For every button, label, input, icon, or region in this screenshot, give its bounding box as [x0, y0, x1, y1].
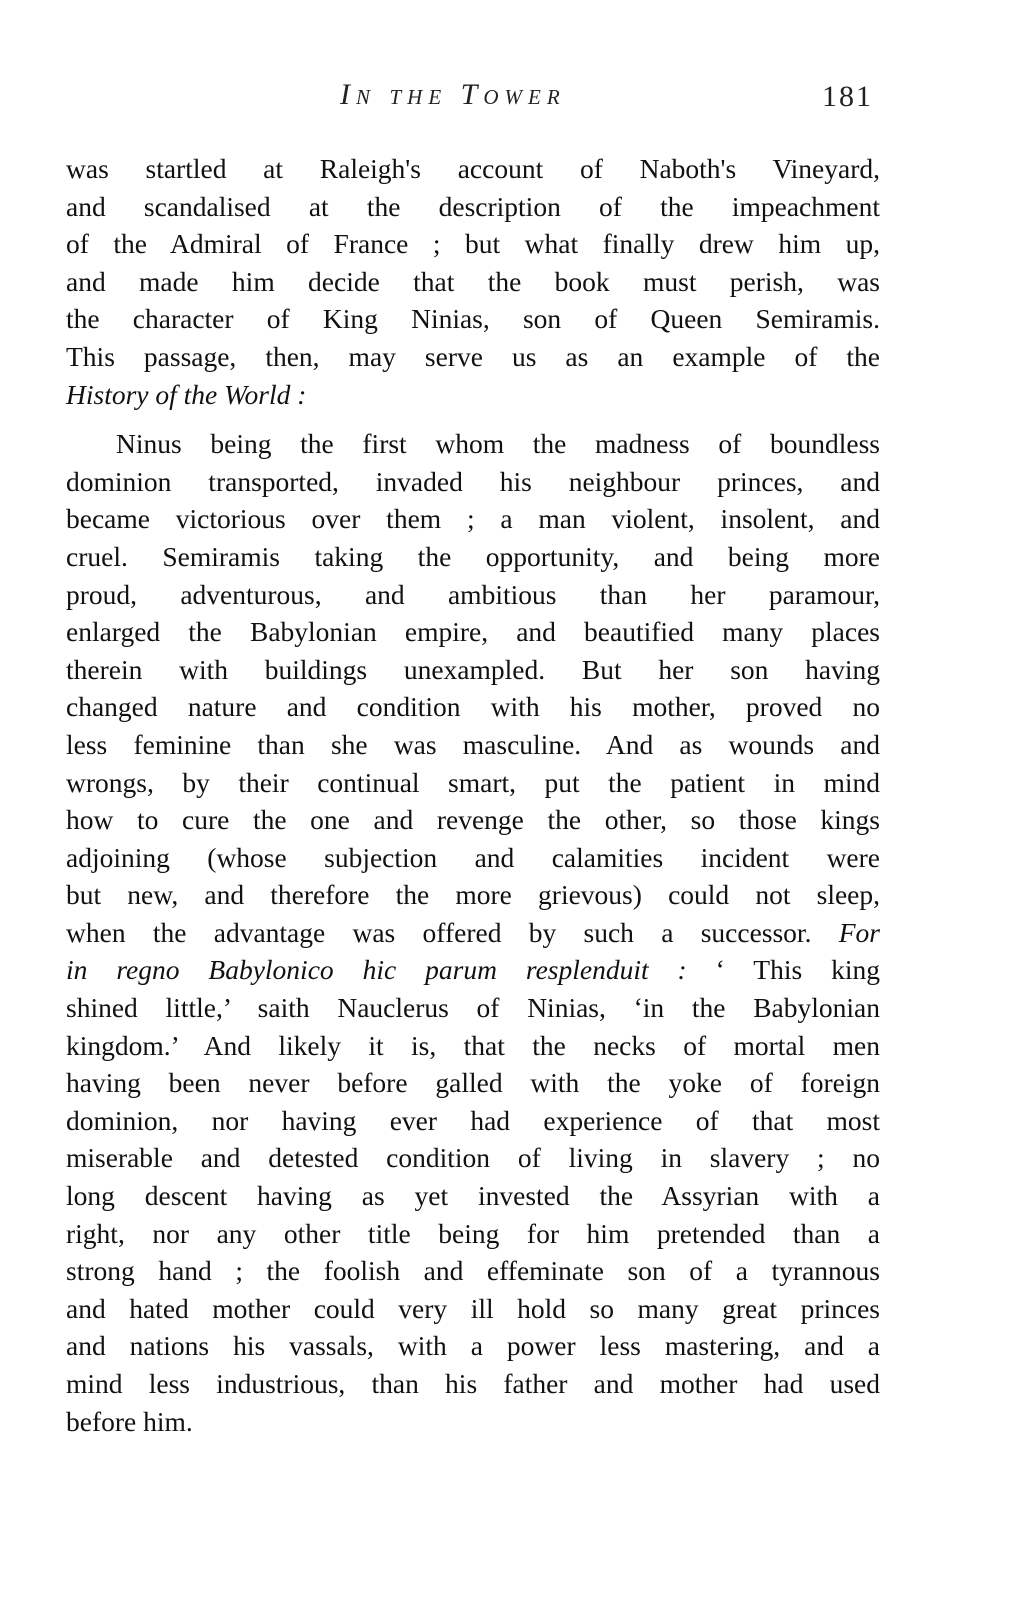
text-line: but new, and therefore the more grievous) could not sleep, — [66, 879, 880, 911]
latin-italic-text: For — [838, 916, 880, 948]
text-line: therein with buildings unexampled. But her son having — [66, 653, 880, 685]
text-line: enlarged the Babylonian empire, and beautified many places — [66, 616, 880, 648]
text-line: how to cure the one and revenge the other, so those kings — [66, 804, 880, 836]
text-block — [60, 150, 880, 1440]
text-line: right, nor any other title being for him pretended than a — [66, 1217, 880, 1249]
text-line: changed nature and condition with his mother, proved no — [66, 691, 880, 723]
book-title-reference: History of the World : — [66, 378, 307, 410]
intro-paragraph — [60, 150, 880, 413]
text-line: shined little,’ saith Nauclerus of Ninias, ‘in the Babylonian — [66, 992, 880, 1024]
running-title: In the Tower — [340, 78, 566, 111]
running-head — [0, 78, 1017, 118]
text-line: strong hand ; the foolish and effeminate son of a tyrannous — [66, 1255, 880, 1287]
text-line: and nations his vassals, with a power less mastering, and a — [66, 1330, 880, 1362]
latin-italic-text: in regno Babylonico hic parum resplenduit : — [66, 954, 687, 986]
quotation-block — [60, 425, 880, 1440]
text-line: became victorious over them ; a man violent, insolent, and — [66, 503, 880, 535]
text-line: and hated mother could very ill hold so many great princes — [66, 1292, 880, 1324]
text-line: the character of King Ninias, son of Queen Semiramis. — [66, 303, 880, 335]
text-span: ‘ This king — [715, 954, 880, 986]
text-line: long descent having as yet invested the Assyrian with a — [66, 1180, 880, 1212]
text-line: of the Admiral of France ; but what finally drew him up, — [66, 228, 880, 260]
text-line: dominion, nor having ever had experience of that most — [66, 1104, 880, 1136]
text-line: cruel. Semiramis taking the opportunity, and being more — [66, 540, 880, 572]
text-line: miserable and detested condition of living in slavery ; no — [66, 1142, 880, 1174]
page-number: 181 — [822, 80, 873, 113]
text-line: This passage, then, may serve us as an example of the — [66, 340, 880, 372]
text-line: kingdom.’ And likely it is, that the necks of mortal men — [66, 1029, 880, 1061]
text-line — [60, 951, 880, 989]
text-line: was startled at Raleigh's account of Naboth's Vineyard, — [66, 153, 880, 184]
text-line: and scandalised at the description of the impeachment — [66, 190, 880, 222]
text-line: dominion transported, invaded his neighbour princes, and — [66, 465, 880, 497]
text-line: before him. — [66, 1405, 193, 1437]
text-span: when the advantage was offered by such a successor. — [66, 916, 812, 948]
text-line: adjoining (whose subjection and calamities incident were — [66, 841, 880, 873]
text-line: Ninus being the first whom the madness of boundless — [116, 428, 880, 460]
text-line: and made him decide that the book must perish, was — [66, 265, 880, 297]
text-line: mind less industrious, than his father and mother had used — [66, 1368, 880, 1399]
text-line: less feminine than she was masculine. And as wounds and — [66, 728, 880, 760]
text-line — [60, 914, 880, 952]
text-line: proud, adventurous, and ambitious than her paramour, — [66, 578, 880, 610]
text-line: wrongs, by their continual smart, put the patient in mind — [66, 766, 880, 798]
text-line: having been never before galled with the yoke of foreign — [66, 1067, 880, 1099]
